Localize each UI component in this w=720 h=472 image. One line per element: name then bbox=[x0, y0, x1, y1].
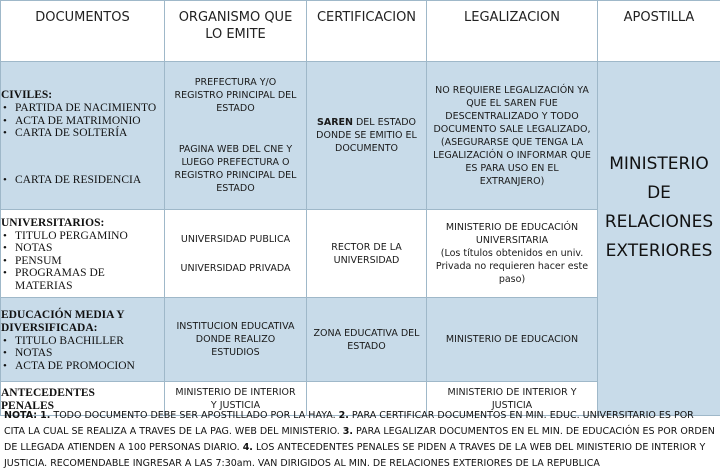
media-documents bbox=[1, 298, 165, 382]
universitarios-legalizacion-1: MINISTERIO DE EDUCACIÓN UNIVERSITARIA bbox=[427, 221, 597, 247]
penales-title: ANTECEDENTES PENALES bbox=[1, 387, 111, 413]
header-row bbox=[1, 1, 720, 62]
nota-number-4: 4. bbox=[243, 442, 253, 453]
header-legalizacion: LEGALIZACION bbox=[427, 1, 598, 62]
civiles-certificacion bbox=[307, 62, 427, 210]
media-legalizacion: MINISTERIO DE EDUCACION bbox=[427, 298, 598, 382]
civiles-organismo-1: PREFECTURA Y/O REGISTRO PRINCIPAL DEL ESTADO bbox=[165, 76, 306, 115]
header-documentos: DOCUMENTOS bbox=[1, 1, 165, 62]
apostilla-cell bbox=[598, 62, 720, 416]
civiles-documents bbox=[1, 62, 165, 210]
header-certificacion: CERTIFICACION bbox=[307, 1, 427, 62]
header-apostilla: APOSTILLA bbox=[598, 1, 720, 62]
universitarios-documents bbox=[1, 210, 165, 298]
row-civiles bbox=[1, 62, 720, 210]
list-item: • PROGRAMAS DE MATERIAS bbox=[15, 267, 164, 292]
penales-organismo: MINISTERIO DE INTERIOR Y JUSTICIA bbox=[165, 382, 307, 416]
civiles-cert-rest: DEL ESTADO DONDE SE EMITIO EL DOCUMENTO bbox=[316, 117, 417, 154]
media-organismo: INSTITUCION EDUCATIVA DONDE REALIZO ESTUDIOS bbox=[165, 298, 307, 382]
universitarios-organismo bbox=[165, 210, 307, 298]
nota-text-3: PARA LEGALIZAR DOCUMENTOS EN EL MIN. DE EDUCACIÓN ES POR ORDEN DE LLEGADA ATIENDEN A 100 PERSONAS DIARIO. bbox=[4, 426, 715, 453]
universitarios-organismo-2: UNIVERSIDAD PRIVADA bbox=[165, 262, 306, 275]
list-item: • NOTAS bbox=[15, 347, 164, 360]
nota-text-4: LOS ANTECEDENTES PENALES SE PIDEN A TRAVES DE LA WEB DEL MINISTERIO DE INTERIOR Y JUSTICIA. RECOMENDABLE INGRESAR A LAS 7:30am. VAN DIRIGIDOS AL MIN. DE RELACIONES EXTERIORES DE LA REPUBLICA bbox=[4, 442, 705, 469]
universitarios-certificacion: RECTOR DE LA UNIVERSIDAD bbox=[307, 210, 427, 298]
universitarios-legalizacion bbox=[427, 210, 598, 298]
nota-number-2: 2. bbox=[339, 410, 349, 421]
list-item: • TITULO PERGAMINO bbox=[15, 230, 164, 243]
civiles-cert-bold: SAREN bbox=[317, 117, 353, 128]
universitarios-organismo-1: UNIVERSIDAD PUBLICA bbox=[165, 233, 306, 246]
civiles-organismo-2: PAGINA WEB DEL CNE Y LUEGO PREFECTURA O REGISTRO PRINCIPAL DEL ESTADO bbox=[165, 143, 306, 195]
universitarios-title: UNIVERSITARIOS: bbox=[1, 217, 164, 230]
list-item: • CARTA DE SOLTERÍA bbox=[15, 127, 164, 140]
universitarios-list bbox=[1, 230, 164, 293]
nota-number-1: 1. bbox=[40, 410, 50, 421]
civiles-legalizacion: NO REQUIERE LEGALIZACIÓN YA QUE EL SAREN FUE DESCENTRALIZADO Y TODO DOCUMENTO SALE LEGALIZADO, (ASEGURARSE QUE TENGA LA LEGALIZACIÓN O INFORMAR QUE ES PARA USO EN EL EXTRANJERO) bbox=[427, 62, 598, 210]
media-list bbox=[1, 335, 164, 373]
nota-label: NOTA: bbox=[4, 410, 37, 421]
penales-legalizacion: MINISTERIO DE INTERIOR Y JUSTICIA bbox=[427, 382, 598, 416]
header-organismo: ORGANISMO QUE LO EMITE bbox=[165, 1, 307, 62]
list-item: • ACTA DE MATRIMONIO bbox=[15, 115, 164, 128]
list-item: • PENSUM bbox=[15, 255, 164, 268]
civiles-title: CIVILES: bbox=[1, 89, 164, 102]
nota-paragraph bbox=[4, 408, 716, 472]
list-item: • ACTA DE PROMOCION bbox=[15, 360, 164, 373]
nota-text-1: TODO DOCUMENTO DEBE SER APOSTILLADO POR LA HAYA. bbox=[50, 410, 338, 421]
civiles-organismo bbox=[165, 62, 307, 210]
nota-number-3: 3. bbox=[343, 426, 353, 437]
civiles-list bbox=[1, 102, 164, 186]
list-item: • TITULO BACHILLER bbox=[15, 335, 164, 348]
nota-text-2: PARA CERTIFICAR DOCUMENTOS EN MIN. EDUC. UNIVERSITARIO ES POR CITA LA CUAL SE REALIZA A TRAVES DE LA PAG. WEB DEL MINISTERIO. bbox=[4, 410, 694, 437]
apostilla-text: MINISTERIO DE RELACIONES EXTERIORES bbox=[598, 150, 720, 266]
universitarios-legalizacion-2: (Los títulos obtenidos en univ. Privada no requieren hacer este paso) bbox=[427, 247, 597, 286]
media-title: EDUCACIÓN MEDIA Y DIVERSIFICADA: bbox=[1, 309, 164, 335]
media-certificacion: ZONA EDUCATIVA DEL ESTADO bbox=[307, 298, 427, 382]
list-item: • NOTAS bbox=[15, 242, 164, 255]
list-item: • PARTIDA DE NACIMIENTO bbox=[15, 102, 164, 115]
list-item: • CARTA DE RESIDENCIA bbox=[15, 174, 164, 187]
